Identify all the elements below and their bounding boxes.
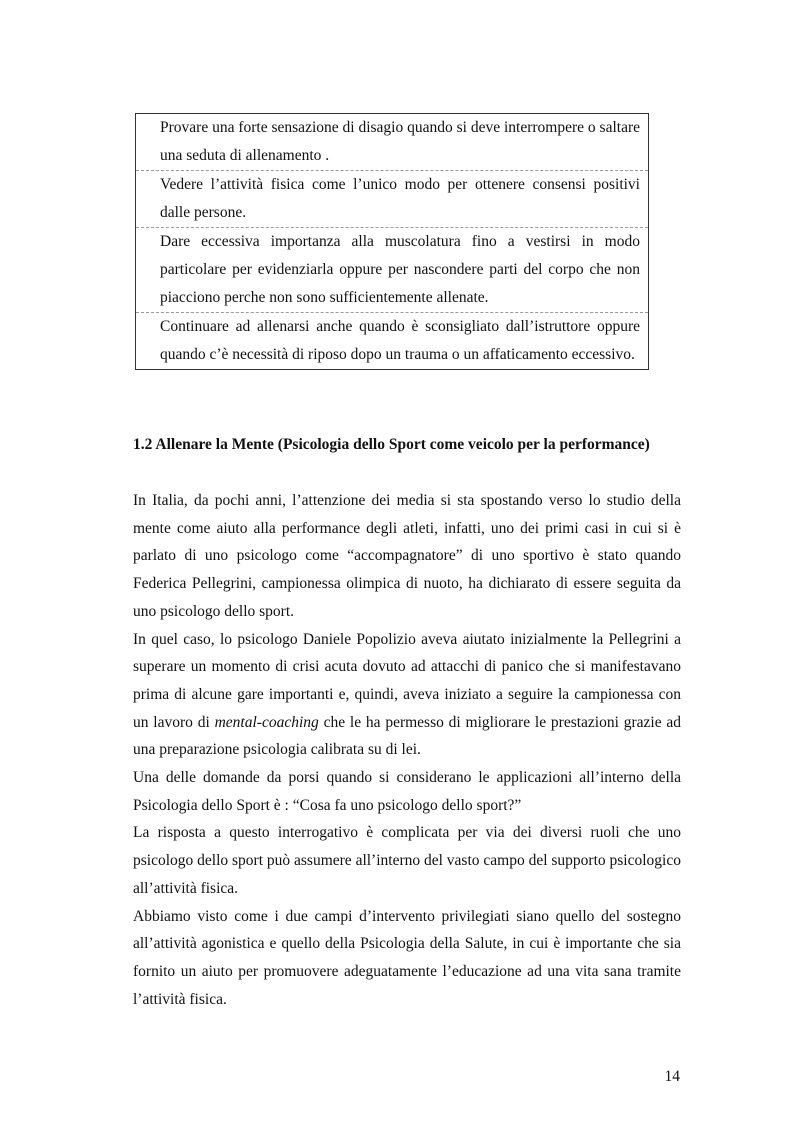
table-row-text: Continuare ad allenarsi anche quando è sconsigliato dall’istruttore oppure quando c’è necessità di riposo dopo un trauma o un affaticamento eccessivo. (160, 318, 640, 363)
paragraph (133, 626, 681, 765)
criteria-table (135, 113, 649, 370)
italic-term: mental-coaching (214, 713, 319, 731)
table-row (136, 114, 648, 170)
table-row (136, 312, 648, 369)
paragraph: Una delle domande da porsi quando si considerano le applicazioni all’interno della Psicologia dello Sport è : “Cosa fa uno psicologo dello sport?” (133, 769, 681, 814)
table-row-text: Provare una forte sensazione di disagio quando si deve interrompere o saltare una seduta di allenamento . (160, 119, 640, 164)
page-number: 14 (664, 1068, 680, 1085)
paragraph: La risposta a questo interrogativo è complicata per via dei diversi ruoli che uno psicologo dello sport può assumere all’interno del vasto campo del supporto psicologico all’attività fisica. (133, 824, 681, 897)
table-row-text: Vedere l’attività fisica come l’unico modo per ottenere consensi positivi dalle persone. (160, 176, 640, 221)
body-text (133, 487, 681, 1013)
table-row-text: Dare eccessiva importanza alla muscolatura fino a vestirsi in modo particolare per evidenziarla oppure per nascondere parti del corpo che non piacciono perche non sono sufficientemente allenate. (160, 233, 640, 306)
paragraph: Abbiamo visto come i due campi d’intervento privilegiati siano quello del sostegno all’attività agonistica e quello della Psicologia della Salute, in cui è importante che sia fornito un aiuto per promuovere adeguatamente l’educazione ad una vita sana tramite l’attività fisica. (133, 907, 681, 1008)
table-row (136, 170, 648, 227)
paragraph-text: In quel caso, lo psicologo Daniele Popolizio aveva aiutato inizialmente la Pellegrini a superare un momento di crisi acuta dovuto ad attacchi di panico che si manifestavano prima di alcune gare importanti e, quindi, aveva iniziato a seguire la campionessa con un lavoro di (133, 630, 681, 731)
paragraph-text: che le ha permesso di migliorare le prestazioni grazie ad una preparazione psicologia calibrata su di lei. (133, 713, 682, 759)
section-heading: 1.2 Allenare la Mente (Psicologia dello Sport come veicolo per la performance) (133, 436, 650, 453)
table-row (136, 227, 648, 312)
paragraph: In Italia, da pochi anni, l’attenzione dei media si sta spostando verso lo studio della mente come aiuto alla performance degli atleti, infatti, uno dei primi casi in cui si è parlato di uno psicologo come “accompagnatore” di uno sportivo è stato quando Federica Pellegrini, campionessa olimpica di nuoto, ha dichiarato di essere seguita da uno psicologo dello sport. (133, 492, 681, 620)
